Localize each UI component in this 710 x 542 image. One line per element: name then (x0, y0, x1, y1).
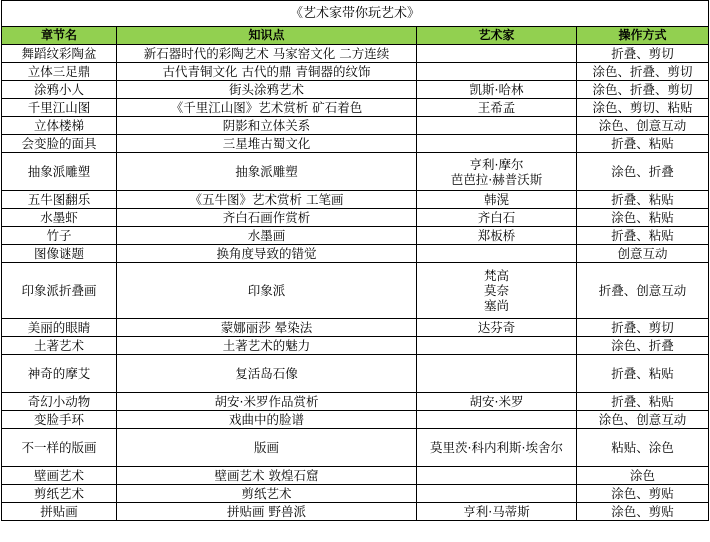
artist-cell (417, 411, 577, 429)
chapter-cell: 抽象派雕塑 (2, 153, 117, 191)
method-cell: 创意互动 (577, 245, 709, 263)
knowledge-cell: 壁画艺术 敦煌石窟 (117, 467, 417, 485)
artist-cell (417, 245, 577, 263)
chapter-cell: 变脸手环 (2, 411, 117, 429)
artist-cell: 莫里茨·科内利斯·埃舍尔 (417, 429, 577, 467)
table-row (2, 135, 709, 153)
method-cell: 折叠、创意互动 (577, 263, 709, 319)
artist-cell (417, 467, 577, 485)
artist-cell: 王希孟 (417, 99, 577, 117)
column-header-knowledge: 知识点 (117, 27, 417, 45)
table-row (2, 81, 709, 99)
chapter-cell: 神奇的摩艾 (2, 355, 117, 393)
table-row (2, 429, 709, 467)
column-header-chapter: 章节名 (2, 27, 117, 45)
artist-cell: 达芬奇 (417, 319, 577, 337)
knowledge-cell: 《五牛图》艺术赏析 工笔画 (117, 191, 417, 209)
artist-cell (417, 337, 577, 355)
knowledge-cell: 剪纸艺术 (117, 485, 417, 503)
table-row (2, 209, 709, 227)
chapter-cell: 舞蹈纹彩陶盆 (2, 45, 117, 63)
table-title: 《艺术家带你玩艺术》 (2, 1, 709, 27)
knowledge-cell: 戏曲中的脸谱 (117, 411, 417, 429)
knowledge-cell: 胡安·米罗作品赏析 (117, 393, 417, 411)
chapter-cell: 水墨虾 (2, 209, 117, 227)
artist-cell: 胡安·米罗 (417, 393, 577, 411)
knowledge-cell: 土著艺术的魅力 (117, 337, 417, 355)
table-row (2, 63, 709, 81)
column-header-method: 操作方式 (577, 27, 709, 45)
knowledge-cell: 《千里江山图》艺术赏析 矿石着色 (117, 99, 417, 117)
table-row (2, 467, 709, 485)
knowledge-cell: 阴影和立体关系 (117, 117, 417, 135)
chapter-cell: 不一样的版画 (2, 429, 117, 467)
chapter-cell: 涂鸦小人 (2, 81, 117, 99)
method-cell: 折叠、粘贴 (577, 191, 709, 209)
method-cell: 涂色、折叠 (577, 337, 709, 355)
method-cell: 涂色、剪贴 (577, 503, 709, 521)
course-table (1, 0, 709, 521)
method-cell: 折叠、粘贴 (577, 135, 709, 153)
method-cell: 涂色、创意互动 (577, 117, 709, 135)
table-row (2, 263, 709, 319)
method-cell: 涂色 (577, 467, 709, 485)
method-cell: 折叠、粘贴 (577, 355, 709, 393)
artist-cell (417, 135, 577, 153)
table-row (2, 45, 709, 63)
knowledge-cell: 复活岛石像 (117, 355, 417, 393)
artist-cell (417, 117, 577, 135)
artist-cell: 郑板桥 (417, 227, 577, 245)
chapter-cell: 图像谜题 (2, 245, 117, 263)
table-row (2, 227, 709, 245)
chapter-cell: 剪纸艺术 (2, 485, 117, 503)
chapter-cell: 印象派折叠画 (2, 263, 117, 319)
chapter-cell: 竹子 (2, 227, 117, 245)
chapter-cell: 五牛图翻乐 (2, 191, 117, 209)
artist-cell: 梵高 莫奈 塞尚 (417, 263, 577, 319)
knowledge-cell: 齐白石画作赏析 (117, 209, 417, 227)
table-row (2, 485, 709, 503)
table-row (2, 319, 709, 337)
table-row (2, 117, 709, 135)
chapter-cell: 拼贴画 (2, 503, 117, 521)
column-header-artist: 艺术家 (417, 27, 577, 45)
artist-cell (417, 355, 577, 393)
artist-cell: 齐白石 (417, 209, 577, 227)
artist-cell: 亨利·马蒂斯 (417, 503, 577, 521)
knowledge-cell: 蒙娜丽莎 晕染法 (117, 319, 417, 337)
chapter-cell: 壁画艺术 (2, 467, 117, 485)
knowledge-cell: 拼贴画 野兽派 (117, 503, 417, 521)
method-cell: 涂色、创意互动 (577, 411, 709, 429)
knowledge-cell: 抽象派雕塑 (117, 153, 417, 191)
chapter-cell: 立体三足鼎 (2, 63, 117, 81)
table-row (2, 99, 709, 117)
artist-cell: 凯斯·哈林 (417, 81, 577, 99)
method-cell: 涂色、剪切、粘贴 (577, 99, 709, 117)
method-cell: 折叠、粘贴 (577, 393, 709, 411)
knowledge-cell: 版画 (117, 429, 417, 467)
chapter-cell: 千里江山图 (2, 99, 117, 117)
knowledge-cell: 印象派 (117, 263, 417, 319)
knowledge-cell: 新石器时代的彩陶艺术 马家窑文化 二方连续 (117, 45, 417, 63)
artist-cell (417, 63, 577, 81)
artist-cell (417, 485, 577, 503)
artist-cell: 韩滉 (417, 191, 577, 209)
method-cell: 涂色、折叠、剪切 (577, 81, 709, 99)
knowledge-cell: 三星堆古蜀文化 (117, 135, 417, 153)
table-row (2, 355, 709, 393)
method-cell: 折叠、剪切 (577, 45, 709, 63)
method-cell: 粘贴、涂色 (577, 429, 709, 467)
title-row (2, 1, 709, 27)
method-cell: 涂色、剪贴 (577, 485, 709, 503)
method-cell: 涂色、折叠、剪切 (577, 63, 709, 81)
table-row (2, 191, 709, 209)
table-row (2, 337, 709, 355)
table-row (2, 393, 709, 411)
table-row (2, 153, 709, 191)
artist-cell: 亨利·摩尔 芭芭拉·赫普沃斯 (417, 153, 577, 191)
knowledge-cell: 水墨画 (117, 227, 417, 245)
knowledge-cell: 古代青铜文化 古代的鼎 青铜器的纹饰 (117, 63, 417, 81)
table-row (2, 503, 709, 521)
chapter-cell: 奇幻小动物 (2, 393, 117, 411)
chapter-cell: 土著艺术 (2, 337, 117, 355)
artist-cell (417, 45, 577, 63)
table-row (2, 245, 709, 263)
chapter-cell: 美丽的眼睛 (2, 319, 117, 337)
knowledge-cell: 街头涂鸦艺术 (117, 81, 417, 99)
method-cell: 涂色、折叠 (577, 153, 709, 191)
knowledge-cell: 换角度导致的错觉 (117, 245, 417, 263)
method-cell: 折叠、粘贴 (577, 227, 709, 245)
header-row (2, 27, 709, 45)
method-cell: 折叠、剪切 (577, 319, 709, 337)
table-row (2, 411, 709, 429)
method-cell: 涂色、粘贴 (577, 209, 709, 227)
chapter-cell: 立体楼梯 (2, 117, 117, 135)
chapter-cell: 会变脸的面具 (2, 135, 117, 153)
